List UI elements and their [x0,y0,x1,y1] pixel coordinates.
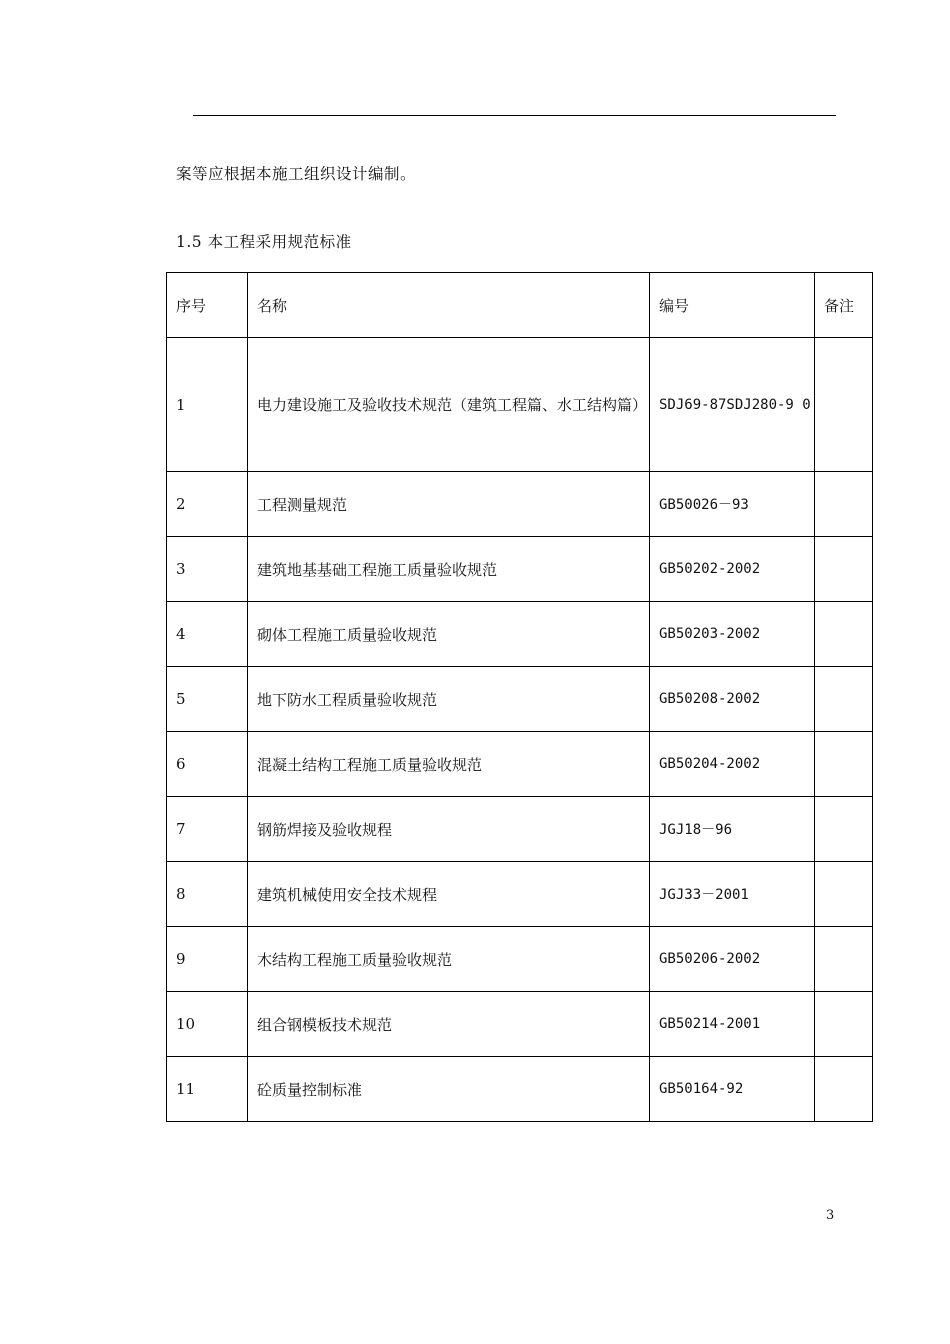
header-seq: 序号 [167,273,248,338]
row-name: 钢筋焊接及验收规程 [248,797,650,862]
header-name: 名称 [248,273,650,338]
row-remark [815,472,873,537]
row-remark [815,797,873,862]
row-seq: 10 [167,992,248,1057]
row-remark [815,602,873,667]
row-name: 混凝土结构工程施工质量验收规范 [248,732,650,797]
row-seq: 4 [167,602,248,667]
row-code: JGJ18－96 [650,797,815,862]
row-code: SDJ69-87SDJ280-9 0 [650,338,815,472]
row-seq: 3 [167,537,248,602]
row-name: 组合钢模板技术规范 [248,992,650,1057]
row-seq: 7 [167,797,248,862]
table-row [167,537,873,602]
row-seq: 1 [167,338,248,472]
row-code: GB50164-92 [650,1057,815,1122]
intro-paragraph: 案等应根据本施工组织设计编制。 [176,165,417,183]
table-header-row [167,273,873,338]
row-remark [815,732,873,797]
row-remark [815,667,873,732]
row-code: GB50214-2001 [650,992,815,1057]
row-code: GB50026－93 [650,472,815,537]
row-remark [815,862,873,927]
page-number: 3 [826,1208,835,1223]
row-seq: 5 [167,667,248,732]
table-row [167,1057,873,1122]
row-remark [815,992,873,1057]
row-name: 木结构工程施工质量验收规范 [248,927,650,992]
row-name: 电力建设施工及验收技术规范（建筑工程篇、水工结构篇） [248,338,650,472]
row-seq: 2 [167,472,248,537]
row-code: GB50208-2002 [650,667,815,732]
header-rule [193,115,836,116]
row-seq: 6 [167,732,248,797]
row-name: 工程测量规范 [248,472,650,537]
row-name: 砌体工程施工质量验收规范 [248,602,650,667]
header-remark: 备注 [815,273,873,338]
table-row [167,797,873,862]
row-name: 建筑机械使用安全技术规程 [248,862,650,927]
table-row [167,732,873,797]
table-row [167,472,873,537]
row-seq: 11 [167,1057,248,1122]
row-name: 地下防水工程质量验收规范 [248,667,650,732]
table-row [167,862,873,927]
row-seq: 9 [167,927,248,992]
row-remark [815,927,873,992]
table-row [167,667,873,732]
row-code: GB50202-2002 [650,537,815,602]
standards-table [166,272,873,1122]
table-row [167,927,873,992]
table-row [167,338,873,472]
row-name: 建筑地基基础工程施工质量验收规范 [248,537,650,602]
row-code: GB50203-2002 [650,602,815,667]
row-remark [815,338,873,472]
header-code: 编号 [650,273,815,338]
row-remark [815,537,873,602]
row-name: 砼质量控制标准 [248,1057,650,1122]
row-seq: 8 [167,862,248,927]
row-code: GB50204-2002 [650,732,815,797]
row-remark [815,1057,873,1122]
row-code: GB50206-2002 [650,927,815,992]
table-row [167,602,873,667]
section-heading: 1.5 本工程采用规范标准 [176,233,352,251]
table-row [167,992,873,1057]
row-code: JGJ33－2001 [650,862,815,927]
